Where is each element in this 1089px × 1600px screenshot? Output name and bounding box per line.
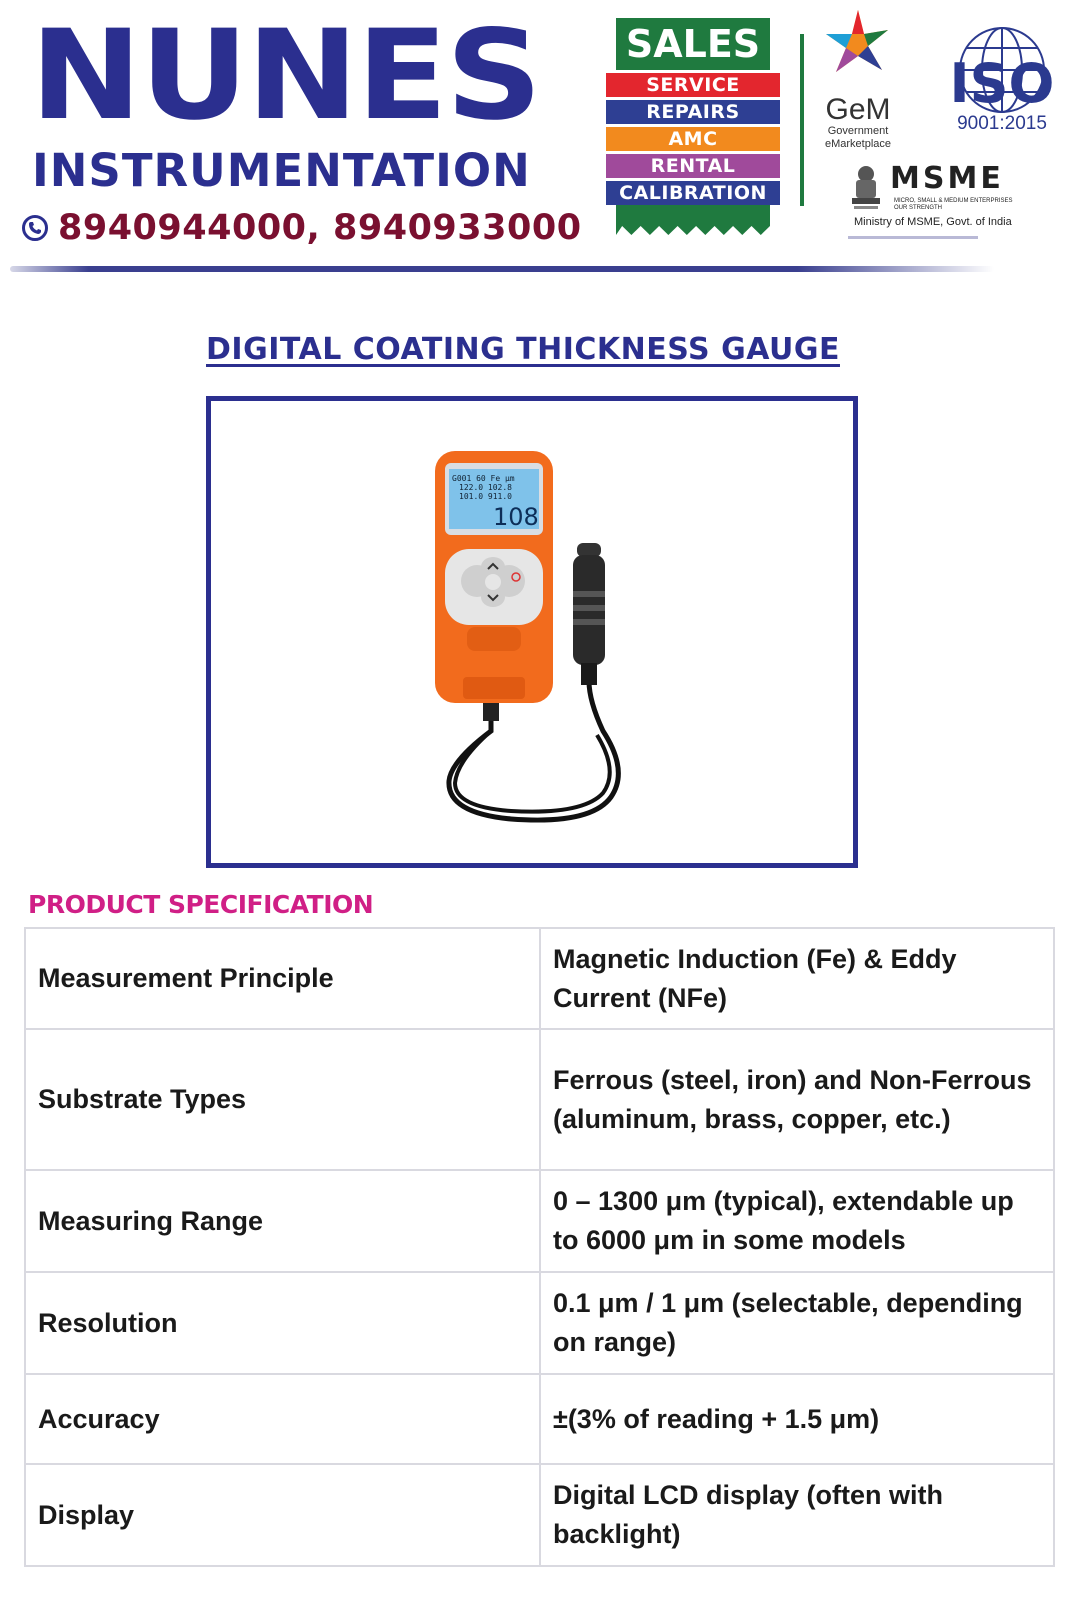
gem-line1: Government [827, 125, 889, 137]
iso-logo [944, 24, 1060, 135]
spec-row [25, 1374, 1054, 1464]
brand-name: NUNES [30, 4, 541, 148]
badge-ribbon-tail [616, 205, 770, 235]
badge-service: SERVICE [606, 73, 780, 97]
iso-word: ISO [949, 52, 1055, 115]
screen-reading: 108 [493, 503, 539, 531]
coating-gauge-illustration [211, 401, 853, 863]
spec-key: Substrate Types [25, 1029, 540, 1170]
spec-key: Measurement Principle [25, 928, 540, 1029]
msme-logo [848, 161, 1028, 239]
msme-ministry: Ministry of MSME, Govt. of India [854, 216, 1012, 229]
spec-value: 0 – 1300 μm (typical), extendable up to 6000 μm in some models [540, 1170, 1054, 1272]
phone-icon [22, 215, 48, 241]
spec-heading: PRODUCT SPECIFICATION [28, 890, 374, 919]
gem-word: GeM [825, 93, 891, 126]
screen-line-1: G001 60 Fe μm [452, 474, 515, 483]
spec-table [24, 927, 1055, 1567]
spec-key: Accuracy [25, 1374, 540, 1464]
product-image-frame [206, 396, 858, 868]
gem-star-icon [822, 8, 894, 88]
badge-amc: AMC [606, 127, 780, 151]
gem-logo [812, 8, 904, 151]
spec-value: 0.1 μm / 1 μm (selectable, depending on range) [540, 1272, 1054, 1374]
spec-row [25, 1170, 1054, 1272]
iso-number: 9001:2015 [957, 113, 1047, 134]
badge-repairs: REPAIRS [606, 100, 780, 124]
spec-row [25, 1464, 1054, 1566]
badge-sales: SALES [616, 18, 770, 70]
spec-value: Magnetic Induction (Fe) & Eddy Current (NFe) [540, 928, 1054, 1029]
services-badge [606, 18, 780, 235]
screen-line-3: 101.0 911.0 [459, 492, 512, 501]
badge-rental: RENTAL [606, 154, 780, 178]
spec-value: Digital LCD display (often with backlight) [540, 1464, 1054, 1566]
msme-tagline-2: OUR STRENGTH [894, 205, 942, 212]
spec-row [25, 928, 1054, 1029]
spec-value: Ferrous (steel, iron) and Non-Ferrous (aluminum, brass, copper, etc.) [540, 1029, 1054, 1170]
page-title: DIGITAL COATING THICKNESS GAUGE [206, 332, 840, 367]
screen-line-2: 122.0 102.8 [459, 483, 512, 492]
spec-key: Resolution [25, 1272, 540, 1374]
national-emblem-icon [848, 164, 884, 214]
phone-row [22, 208, 582, 248]
header-divider [800, 34, 804, 206]
phone-numbers: 8940944000, 8940933000 [58, 208, 582, 248]
spec-row [25, 1272, 1054, 1374]
header-rule [10, 266, 994, 272]
brand-subtitle: INSTRUMENTATION [32, 144, 531, 197]
spec-row [25, 1029, 1054, 1170]
msme-word: MSME [890, 161, 1004, 196]
badge-calibration: CALIBRATION [606, 181, 780, 205]
msme-underline [848, 236, 978, 239]
spec-value: ±(3% of reading + 1.5 μm) [540, 1374, 1054, 1464]
spec-key: Measuring Range [25, 1170, 540, 1272]
spec-key: Display [25, 1464, 540, 1566]
gem-line2: eMarketplace [824, 138, 892, 151]
msme-tagline-1: MICRO, SMALL & MEDIUM ENTERPRISES [894, 198, 1013, 204]
